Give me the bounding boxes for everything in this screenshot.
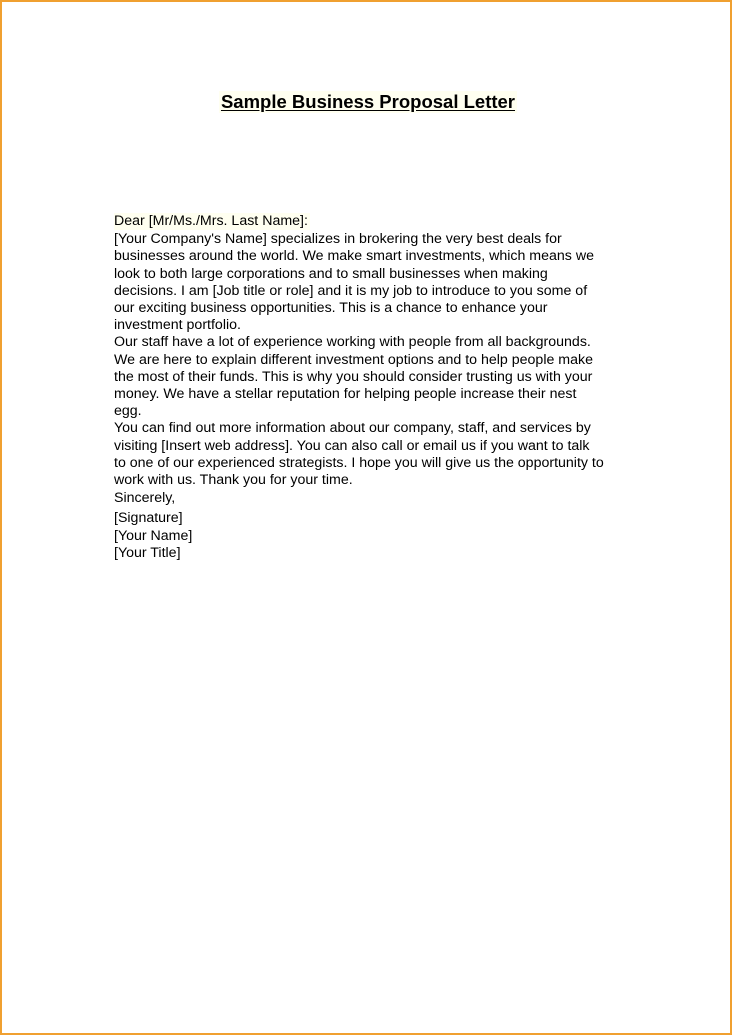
paragraph-line: businesses around the world. We make smart investments, which means we (114, 248, 594, 265)
paragraph-2 (114, 334, 634, 420)
paragraph-line: investment portfolio. (114, 317, 241, 334)
paragraph-line: our exciting business opportunities. This is a chance to enhance your (114, 300, 548, 317)
signature: [Signature] (114, 510, 183, 527)
paragraph-line: to one of our experienced strategists. I hope you will give us the opportunity to (114, 454, 604, 471)
paragraph-1 (114, 231, 634, 334)
paragraph-line: decisions. I am [Job title or role] and it is my job to introduce to you some of (114, 282, 588, 299)
document-title: Sample Business Proposal Letter (220, 91, 516, 112)
paragraph-line: look to both large corporations and to small businesses when making (114, 265, 548, 282)
paragraph-line: visiting [Insert web address]. You can also call or email us if you want to talk (114, 437, 590, 454)
closing: Sincerely, (114, 490, 176, 507)
paragraph-line: Our staff have a lot of experience working with people from all backgrounds. (114, 334, 591, 351)
paragraph-line: [Your Company's Name] specializes in brokering the very best deals for (114, 231, 562, 248)
paragraph-line: money. We have a stellar reputation for helping people increase their nest (114, 386, 577, 403)
paragraph-line: We are here to explain different investment options and to help people make (114, 351, 594, 368)
paragraph-line: work with us. Thank you for your time. (114, 472, 353, 489)
paragraph-line: You can find out more information about our company, staff, and services by (114, 420, 591, 437)
signature-block (114, 510, 634, 562)
paragraph-3 (114, 420, 634, 489)
sender-title: [Your Title] (114, 544, 181, 561)
sender-name: [Your Name] (114, 527, 193, 544)
greeting: Dear [Mr/Ms./Mrs. Last Name]: (114, 213, 308, 229)
letter-body (114, 213, 634, 562)
paragraph-line: the most of their funds. This is why you should consider trusting us with your (114, 368, 593, 385)
title-wrapper (2, 91, 732, 113)
paragraph-line: egg. (114, 403, 142, 420)
